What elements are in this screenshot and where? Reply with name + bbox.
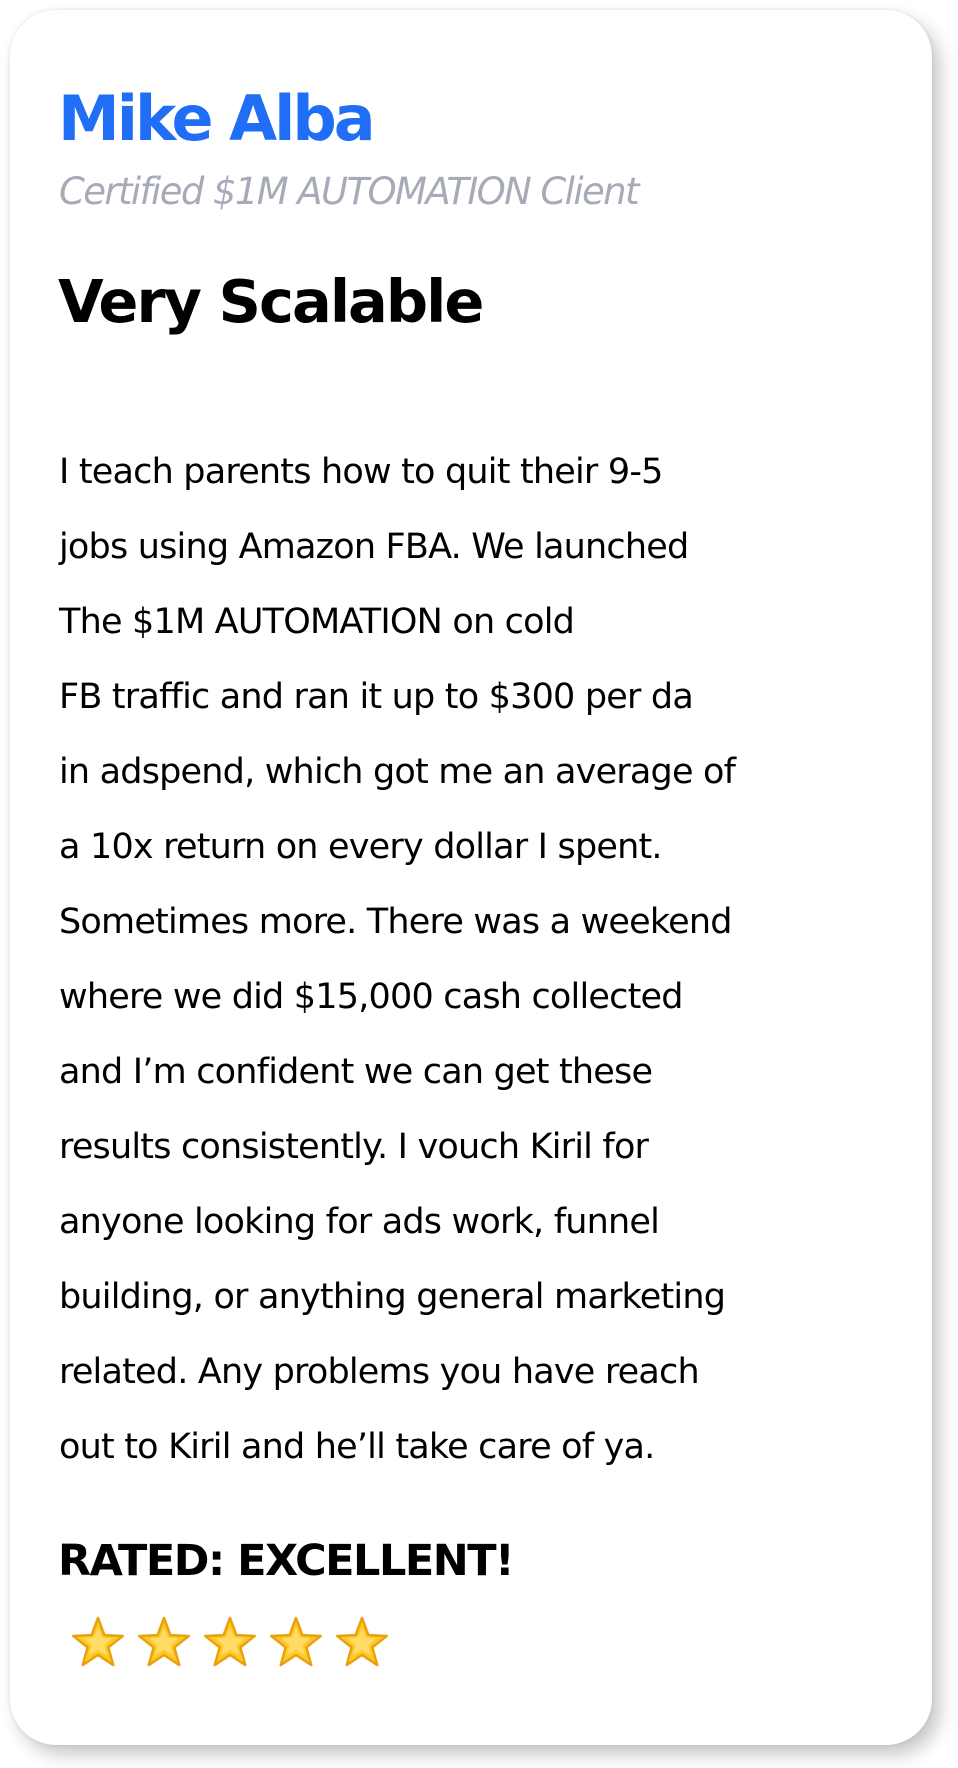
star-rating [72, 1616, 388, 1670]
stars-graphic [72, 1616, 388, 1668]
star-icon [73, 1618, 122, 1665]
testimonial-card [10, 10, 932, 1745]
review-line: in adspend, which got me an average of [59, 752, 736, 792]
review-body [59, 435, 919, 1485]
review-line: building, or anything general marketing [59, 1277, 726, 1317]
star-icon [139, 1618, 188, 1665]
review-line: out to Kiril and he’ll take care of ya. [59, 1427, 655, 1467]
review-title: Very Scalable [58, 267, 483, 336]
review-line: I teach parents how to quit their 9-5 [59, 452, 663, 492]
review-line: The $1M AUTOMATION on cold [59, 602, 575, 642]
review-line: jobs using Amazon FBA. We launched [59, 527, 689, 567]
review-line: where we did $15,000 cash collected [59, 977, 683, 1017]
review-line: anyone looking for ads work, funnel [59, 1202, 660, 1242]
review-line: results consistently. I vouch Kiril for [59, 1127, 649, 1167]
star-icon [205, 1618, 254, 1665]
rating-label: RATED: EXCELLENT! [58, 1536, 514, 1586]
star-icon [271, 1618, 320, 1665]
review-line: related. Any problems you have reach [59, 1352, 699, 1392]
review-line: FB traffic and ran it up to $300 per da [59, 677, 693, 717]
review-line: and I’m confident we can get these [59, 1052, 653, 1092]
star-icon [337, 1618, 386, 1665]
review-line: a 10x return on every dollar I spent. [59, 827, 662, 867]
author-role: Certified $1M AUTOMATION Client [59, 170, 638, 213]
review-line: Sometimes more. There was a weekend [59, 902, 732, 942]
author-name: Mike Alba [58, 82, 373, 155]
